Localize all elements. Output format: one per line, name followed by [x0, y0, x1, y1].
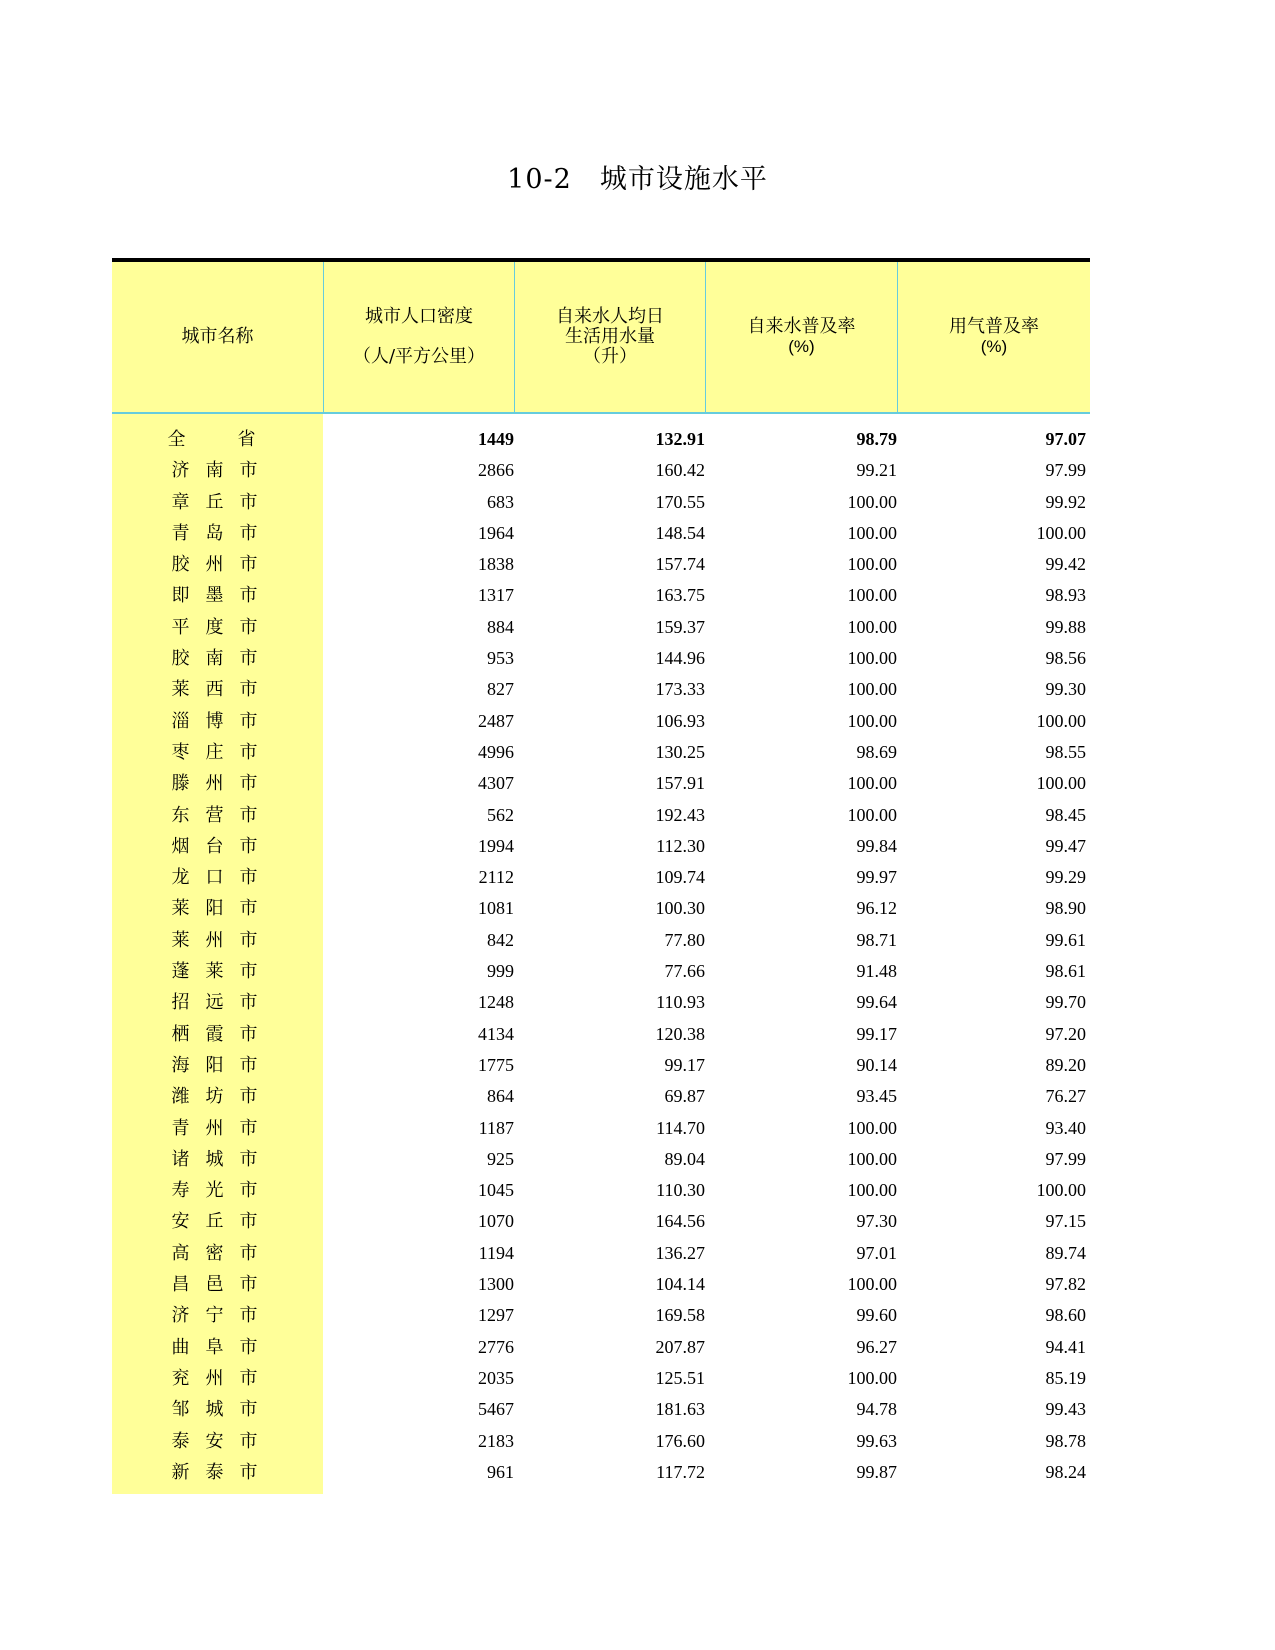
table-row [112, 1332, 1090, 1363]
water-use-cell: 106.93 [655, 710, 705, 731]
gas-rate-cell: 98.93 [1045, 585, 1086, 606]
density-cell: 999 [487, 961, 514, 982]
header-city-name-label: 城市名称 [181, 326, 254, 347]
water-use-cell: 100.30 [655, 898, 705, 919]
header-density-line2: （人/平方公里） [352, 346, 486, 367]
gas-rate-cell: 97.20 [1045, 1023, 1086, 1044]
table-row [112, 424, 1090, 455]
water-rate-cell: 99.64 [856, 992, 897, 1013]
water-use-cell: 77.80 [664, 929, 705, 950]
density-cell: 2776 [478, 1336, 514, 1357]
gas-rate-cell: 89.74 [1045, 1242, 1086, 1263]
water-rate-cell: 99.60 [856, 1305, 897, 1326]
city-name-cell: 章丘市 [171, 491, 274, 513]
density-cell: 925 [487, 1148, 514, 1169]
table-row [112, 487, 1090, 518]
density-cell: 1775 [478, 1054, 514, 1075]
city-name-cell: 高密市 [171, 1242, 274, 1264]
density-cell: 953 [487, 648, 514, 669]
density-cell: 2112 [478, 867, 514, 888]
water-use-cell: 148.54 [655, 522, 705, 543]
density-cell: 1838 [478, 554, 514, 575]
city-name-cell: 兖州市 [171, 1367, 274, 1389]
city-name-cell: 滕州市 [171, 773, 274, 795]
table-row [112, 612, 1090, 643]
water-use-cell: 132.91 [655, 429, 705, 449]
gas-rate-cell: 76.27 [1045, 1086, 1086, 1107]
page-title [0, 157, 1275, 196]
city-name-cell: 寿光市 [171, 1180, 274, 1202]
water-rate-cell: 100.00 [847, 804, 897, 825]
city-name-cell: 栖霞市 [171, 1023, 274, 1045]
density-cell: 1964 [478, 522, 514, 543]
water-use-cell: 181.63 [655, 1399, 705, 1420]
gas-rate-cell: 97.07 [1045, 429, 1086, 449]
density-cell: 842 [487, 929, 514, 950]
city-name-cell: 诸城市 [171, 1148, 274, 1170]
water-rate-cell: 99.21 [856, 460, 897, 481]
water-rate-cell: 100.00 [847, 554, 897, 575]
header-water-rate-line1: 自来水普及率 [747, 316, 856, 337]
gas-rate-cell: 98.61 [1045, 961, 1086, 982]
water-use-cell: 125.51 [655, 1367, 705, 1388]
density-cell: 1994 [478, 835, 514, 856]
table-row [112, 1363, 1090, 1394]
gas-rate-cell: 100.00 [1036, 773, 1086, 794]
table-row [112, 893, 1090, 924]
table-row [112, 956, 1090, 987]
city-name-cell: 胶州市 [171, 554, 274, 576]
density-cell: 864 [487, 1086, 514, 1107]
city-name-cell: 龙口市 [171, 867, 274, 889]
density-cell: 1070 [478, 1211, 514, 1232]
density-cell: 1317 [478, 585, 514, 606]
water-use-cell: 170.55 [655, 491, 705, 512]
gas-rate-cell: 98.55 [1045, 741, 1086, 762]
city-name-cell: 即墨市 [171, 585, 274, 607]
city-name-cell: 烟台市 [171, 835, 274, 857]
gas-rate-cell: 100.00 [1036, 710, 1086, 731]
gas-rate-cell: 99.30 [1045, 679, 1086, 700]
gas-rate-cell: 100.00 [1036, 1180, 1086, 1201]
city-name-cell: 招远市 [171, 992, 274, 1014]
header-density-line1: 城市人口密度 [365, 306, 473, 327]
water-use-cell: 207.87 [655, 1336, 705, 1357]
water-rate-cell: 100.00 [847, 1117, 897, 1138]
table-row [112, 1238, 1090, 1269]
table-row [112, 737, 1090, 768]
city-name-cell: 邹城市 [171, 1399, 274, 1421]
density-cell: 827 [487, 679, 514, 700]
density-cell: 1194 [478, 1242, 514, 1263]
table-row [112, 518, 1090, 549]
gas-rate-cell: 97.82 [1045, 1274, 1086, 1295]
water-use-cell: 159.37 [655, 616, 705, 637]
density-cell: 1449 [478, 429, 514, 449]
density-cell: 1187 [478, 1117, 514, 1138]
table-row [112, 1144, 1090, 1175]
water-rate-cell: 96.27 [856, 1336, 897, 1357]
density-cell: 683 [487, 491, 514, 512]
gas-rate-cell: 98.45 [1045, 804, 1086, 825]
gas-rate-cell: 94.41 [1045, 1336, 1086, 1357]
water-use-cell: 160.42 [655, 460, 705, 481]
gas-rate-cell: 98.56 [1045, 648, 1086, 669]
table-header [112, 258, 1090, 414]
density-cell: 2183 [478, 1430, 514, 1451]
city-name-cell: 莱州市 [171, 929, 274, 951]
water-rate-cell: 99.87 [856, 1461, 897, 1482]
gas-rate-cell: 99.92 [1045, 491, 1086, 512]
water-rate-cell: 98.69 [856, 741, 897, 762]
city-name-cell: 莱西市 [171, 679, 274, 701]
water-use-cell: 163.75 [655, 585, 705, 606]
city-name-cell: 新泰市 [171, 1461, 274, 1483]
gas-rate-cell: 93.40 [1045, 1117, 1086, 1138]
city-name-cell: 安丘市 [171, 1211, 274, 1233]
gas-rate-cell: 99.42 [1045, 554, 1086, 575]
density-cell: 4307 [478, 773, 514, 794]
water-use-cell: 164.56 [655, 1211, 705, 1232]
water-use-cell: 99.17 [664, 1054, 705, 1075]
water-rate-cell: 100.00 [847, 773, 897, 794]
water-rate-cell: 97.30 [856, 1211, 897, 1232]
water-rate-cell: 100.00 [847, 1367, 897, 1388]
city-name-cell: 淄博市 [171, 710, 274, 732]
city-name-cell: 泰安市 [171, 1430, 274, 1452]
density-cell: 1300 [478, 1274, 514, 1295]
gas-rate-cell: 97.99 [1045, 460, 1086, 481]
header-water-use [514, 262, 705, 412]
city-name-cell: 济南市 [171, 460, 274, 482]
density-cell: 5467 [478, 1399, 514, 1420]
water-use-cell: 110.30 [656, 1180, 705, 1201]
water-use-cell: 120.38 [655, 1023, 705, 1044]
city-name-cell: 济宁市 [171, 1305, 274, 1327]
water-use-cell: 157.91 [655, 773, 705, 794]
density-cell: 1248 [478, 992, 514, 1013]
table-row [112, 455, 1090, 486]
water-use-cell: 157.74 [655, 554, 705, 575]
table-row [112, 925, 1090, 956]
water-rate-cell: 100.00 [847, 616, 897, 637]
water-rate-cell: 91.48 [856, 961, 897, 982]
table-row [112, 987, 1090, 1018]
density-cell: 2487 [478, 710, 514, 731]
city-name-cell: 青岛市 [171, 522, 274, 544]
water-rate-cell: 98.71 [856, 929, 897, 950]
water-use-cell: 114.70 [656, 1117, 705, 1138]
city-name-cell: 东营市 [171, 804, 274, 826]
city-name-cell: 莱阳市 [171, 898, 274, 920]
water-rate-cell: 99.17 [856, 1023, 897, 1044]
table-row [112, 800, 1090, 831]
water-rate-cell: 100.00 [847, 1148, 897, 1169]
city-name-cell: 平度市 [171, 616, 274, 638]
water-use-cell: 109.74 [655, 867, 705, 888]
water-use-cell: 130.25 [655, 741, 705, 762]
density-cell: 4996 [478, 741, 514, 762]
table-row [112, 1206, 1090, 1237]
gas-rate-cell: 97.99 [1045, 1148, 1086, 1169]
header-gas-rate-line1: 用气普及率 [949, 316, 1039, 337]
header-water-use-line1: 自来水人均日 [556, 306, 664, 327]
table-row [112, 1457, 1090, 1488]
water-use-cell: 144.96 [655, 648, 705, 669]
table-row [112, 1394, 1090, 1425]
gas-rate-cell: 99.29 [1045, 867, 1086, 888]
gas-rate-cell: 99.70 [1045, 992, 1086, 1013]
header-density [323, 262, 514, 412]
gas-rate-cell: 99.61 [1045, 929, 1086, 950]
water-rate-cell: 90.14 [856, 1054, 897, 1075]
water-rate-cell: 98.79 [856, 429, 897, 449]
gas-rate-cell: 98.78 [1045, 1430, 1086, 1451]
density-cell: 2035 [478, 1367, 514, 1388]
header-water-use-line3: （升） [583, 346, 637, 367]
water-rate-cell: 96.12 [856, 898, 897, 919]
density-cell: 562 [487, 804, 514, 825]
gas-rate-cell: 99.47 [1045, 835, 1086, 856]
city-name-cell: 蓬莱市 [171, 961, 274, 983]
header-water-use-line2: 生活用水量 [565, 326, 655, 347]
water-use-cell: 192.43 [655, 804, 705, 825]
water-rate-cell: 100.00 [847, 648, 897, 669]
water-use-cell: 173.33 [655, 679, 705, 700]
table-row [112, 1269, 1090, 1300]
table-row [112, 580, 1090, 611]
water-rate-cell: 99.97 [856, 867, 897, 888]
water-use-cell: 89.04 [664, 1148, 705, 1169]
city-name-cell: 枣庄市 [171, 741, 274, 763]
table-row [112, 862, 1090, 893]
table-row [112, 1050, 1090, 1081]
gas-rate-cell: 98.60 [1045, 1305, 1086, 1326]
density-cell: 961 [487, 1461, 514, 1482]
water-rate-cell: 100.00 [847, 679, 897, 700]
gas-rate-cell: 89.20 [1045, 1054, 1086, 1075]
header-city-name [112, 262, 323, 412]
table-row [112, 831, 1090, 862]
table-number: 10-2 [507, 164, 572, 195]
density-cell: 1297 [478, 1305, 514, 1326]
water-use-cell: 176.60 [655, 1430, 705, 1451]
city-name-cell: 海阳市 [171, 1054, 274, 1076]
water-use-cell: 112.30 [656, 835, 705, 856]
water-use-cell: 69.87 [664, 1086, 705, 1107]
table-row [112, 1426, 1090, 1457]
table-row [112, 674, 1090, 705]
table-row [112, 1300, 1090, 1331]
table-row [112, 1175, 1090, 1206]
header-gas-rate-line2: (%) [980, 337, 1008, 356]
water-use-cell: 77.66 [664, 961, 705, 982]
header-water-rate [705, 262, 897, 412]
gas-rate-cell: 98.24 [1045, 1461, 1086, 1482]
water-rate-cell: 100.00 [847, 491, 897, 512]
facilities-table [112, 258, 1090, 1488]
header-gas-rate [897, 262, 1090, 412]
water-use-cell: 110.93 [656, 992, 705, 1013]
density-cell: 2866 [478, 460, 514, 481]
table-title: 城市设施水平 [599, 164, 768, 195]
gas-rate-cell: 99.43 [1045, 1399, 1086, 1420]
city-name-cell: 青州市 [171, 1117, 274, 1139]
water-rate-cell: 100.00 [847, 1274, 897, 1295]
table-row [112, 643, 1090, 674]
water-use-cell: 169.58 [655, 1305, 705, 1326]
water-use-cell: 117.72 [656, 1461, 705, 1482]
water-use-cell: 136.27 [655, 1242, 705, 1263]
table-row [112, 768, 1090, 799]
gas-rate-cell: 85.19 [1045, 1367, 1086, 1388]
gas-rate-cell: 97.15 [1045, 1211, 1086, 1232]
water-rate-cell: 100.00 [847, 710, 897, 731]
city-name-cell: 昌邑市 [171, 1274, 274, 1296]
header-water-rate-line2: (%) [788, 337, 815, 356]
table-row [112, 1019, 1090, 1050]
table-row [112, 706, 1090, 737]
gas-rate-cell: 98.90 [1045, 898, 1086, 919]
water-rate-cell: 99.63 [856, 1430, 897, 1451]
water-rate-cell: 93.45 [856, 1086, 897, 1107]
city-name-cell: 曲阜市 [171, 1336, 274, 1358]
density-cell: 1081 [478, 898, 514, 919]
water-rate-cell: 99.84 [856, 835, 897, 856]
water-use-cell: 104.14 [655, 1274, 705, 1295]
density-cell: 1045 [478, 1180, 514, 1201]
water-rate-cell: 100.00 [847, 585, 897, 606]
density-cell: 884 [487, 616, 514, 637]
table-row [112, 1113, 1090, 1144]
water-rate-cell: 100.00 [847, 522, 897, 543]
table-row [112, 549, 1090, 580]
water-rate-cell: 100.00 [847, 1180, 897, 1201]
city-name-cell: 全省 [167, 429, 308, 450]
water-rate-cell: 94.78 [856, 1399, 897, 1420]
table-body [112, 414, 1090, 1488]
city-name-cell: 潍坊市 [171, 1086, 274, 1108]
gas-rate-cell: 100.00 [1036, 522, 1086, 543]
gas-rate-cell: 99.88 [1045, 616, 1086, 637]
table-row [112, 1081, 1090, 1112]
city-name-cell: 胶南市 [171, 648, 274, 670]
water-rate-cell: 97.01 [856, 1242, 897, 1263]
density-cell: 4134 [478, 1023, 514, 1044]
